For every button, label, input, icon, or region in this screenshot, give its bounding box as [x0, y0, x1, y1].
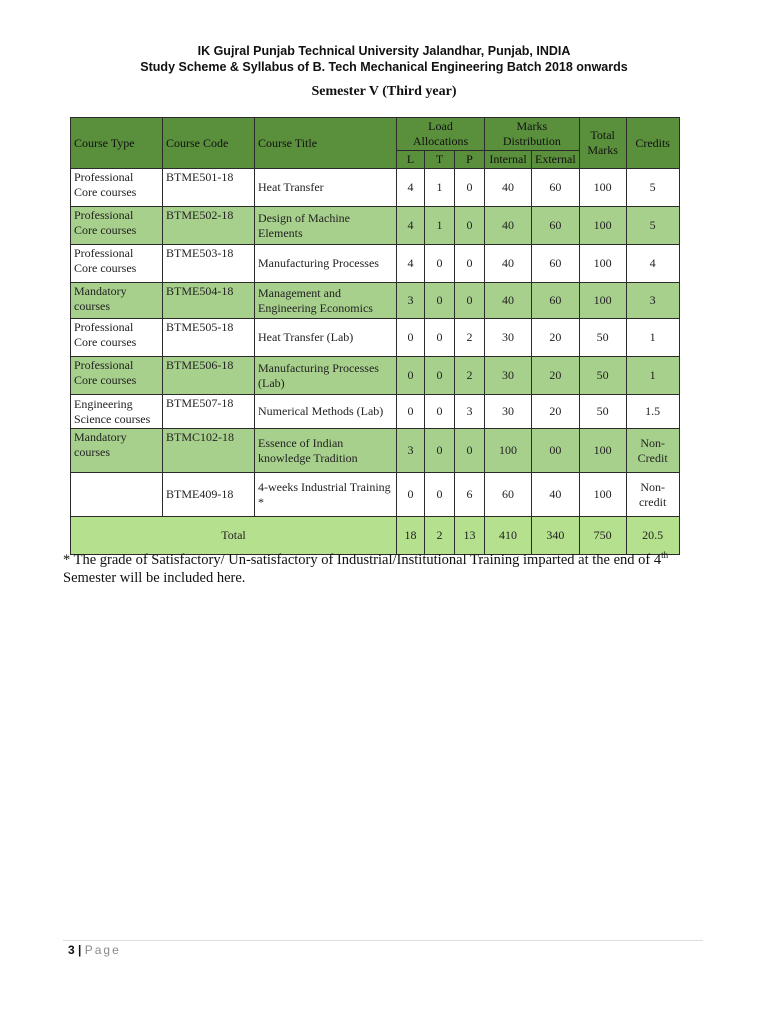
semester-title: Semester V (Third year): [311, 84, 457, 99]
table-row: [71, 245, 680, 283]
cell-p: 0: [455, 169, 485, 207]
total-p: 13: [455, 517, 485, 555]
total-credits: 20.5: [626, 517, 679, 555]
cell-credits: Non-credit: [626, 473, 679, 517]
cell-l: 4: [397, 169, 425, 207]
cell-title: Design of Machine Elements: [255, 207, 397, 245]
cell-internal: 40: [485, 283, 532, 319]
cell-total: 100: [579, 245, 626, 283]
header-course-type: Course Type: [71, 118, 163, 169]
cell-external: 20: [532, 319, 580, 357]
cell-l: 0: [397, 473, 425, 517]
cell-title: Manufacturing Processes: [255, 245, 397, 283]
cell-external: 40: [532, 473, 580, 517]
table-row: [71, 473, 680, 517]
footnote-text: * The grade of Satisfactory/ Un-satisfactory of Industrial/Institutional Training imparted at the end of 4: [63, 551, 662, 568]
table-row: [71, 169, 680, 207]
cell-internal: 100: [485, 429, 532, 473]
cell-internal: 40: [485, 169, 532, 207]
header-internal: Internal: [485, 151, 532, 169]
cell-type: [71, 473, 163, 517]
cell-t: 0: [425, 473, 455, 517]
header-course-code: Course Code: [163, 118, 255, 169]
page-footer: [68, 943, 121, 957]
cell-internal: 60: [485, 473, 532, 517]
cell-l: 4: [397, 207, 425, 245]
cell-external: 20: [532, 395, 580, 429]
cell-l: 0: [397, 357, 425, 395]
header-l: L: [397, 151, 425, 169]
cell-external: 60: [532, 283, 580, 319]
cell-credits: 4: [626, 245, 679, 283]
cell-t: 0: [425, 429, 455, 473]
cell-type: Professional Core courses: [71, 207, 163, 245]
cell-code: BTME503-18: [163, 245, 255, 283]
cell-t: 0: [425, 357, 455, 395]
study-scheme-table: [70, 117, 680, 555]
total-internal: 410: [485, 517, 532, 555]
cell-type: Professional Core courses: [71, 169, 163, 207]
cell-t: 1: [425, 207, 455, 245]
cell-code: BTME506-18: [163, 357, 255, 395]
header-p: P: [455, 151, 485, 169]
cell-external: 60: [532, 245, 580, 283]
cell-type: Mandatory courses: [71, 429, 163, 473]
footer-divider: [63, 940, 703, 941]
footnote-superscript: th: [661, 550, 669, 560]
cell-code: BTME501-18: [163, 169, 255, 207]
cell-credits: Non-Credit: [626, 429, 679, 473]
cell-type: Professional Core courses: [71, 357, 163, 395]
header-total-marks: Total Marks: [579, 118, 626, 169]
cell-p: 3: [455, 395, 485, 429]
cell-t: 1: [425, 169, 455, 207]
cell-title: Manufacturing Processes (Lab): [255, 357, 397, 395]
table-row: [71, 319, 680, 357]
cell-l: 3: [397, 429, 425, 473]
cell-p: 0: [455, 283, 485, 319]
cell-t: 0: [425, 319, 455, 357]
cell-credits: 5: [626, 207, 679, 245]
cell-external: 20: [532, 357, 580, 395]
cell-t: 0: [425, 395, 455, 429]
cell-external: 60: [532, 207, 580, 245]
cell-internal: 30: [485, 395, 532, 429]
cell-t: 0: [425, 283, 455, 319]
cell-code: BTME409-18: [163, 473, 255, 517]
page-label: Page: [84, 943, 121, 957]
cell-internal: 30: [485, 319, 532, 357]
page-number: 3: [68, 943, 75, 957]
cell-code: BTME504-18: [163, 283, 255, 319]
cell-title: 4-weeks Industrial Training *: [255, 473, 397, 517]
cell-type: Professional Core courses: [71, 245, 163, 283]
cell-type: Engineering Science courses: [71, 395, 163, 429]
scheme-subtitle: Study Scheme & Syllabus of B. Tech Mechanical Engineering Batch 2018 onwards: [140, 60, 628, 74]
cell-credits: 1.5: [626, 395, 679, 429]
university-title: IK Gujral Punjab Technical University Jalandhar, Punjab, INDIA: [197, 44, 571, 58]
cell-total: 50: [579, 395, 626, 429]
cell-p: 0: [455, 207, 485, 245]
cell-credits: 1: [626, 319, 679, 357]
cell-p: 0: [455, 245, 485, 283]
cell-title: Numerical Methods (Lab): [255, 395, 397, 429]
cell-title: Heat Transfer: [255, 169, 397, 207]
header-marks-distribution: Marks Distribution: [485, 118, 580, 151]
cell-title: Essence of Indian knowledge Tradition: [255, 429, 397, 473]
training-footnote: [63, 546, 703, 587]
header-t: T: [425, 151, 455, 169]
cell-internal: 40: [485, 245, 532, 283]
cell-type: Professional Core courses: [71, 319, 163, 357]
cell-code: BTME502-18: [163, 207, 255, 245]
cell-internal: 40: [485, 207, 532, 245]
cell-p: 6: [455, 473, 485, 517]
total-total: 750: [579, 517, 626, 555]
total-label: Total: [71, 517, 397, 555]
total-l: 18: [397, 517, 425, 555]
cell-l: 0: [397, 395, 425, 429]
cell-p: 0: [455, 429, 485, 473]
cell-p: 2: [455, 357, 485, 395]
cell-external: 60: [532, 169, 580, 207]
cell-title: Heat Transfer (Lab): [255, 319, 397, 357]
table-row: [71, 429, 680, 473]
cell-total: 50: [579, 319, 626, 357]
cell-l: 4: [397, 245, 425, 283]
total-external: 340: [532, 517, 580, 555]
header-external: External: [532, 151, 580, 169]
table-row: [71, 283, 680, 319]
cell-code: BTMC102-18: [163, 429, 255, 473]
cell-total: 100: [579, 283, 626, 319]
header-credits: Credits: [626, 118, 679, 169]
cell-total: 50: [579, 357, 626, 395]
cell-total: 100: [579, 473, 626, 517]
cell-external: 00: [532, 429, 580, 473]
cell-total: 100: [579, 169, 626, 207]
cell-total: 100: [579, 207, 626, 245]
cell-credits: 3: [626, 283, 679, 319]
cell-p: 2: [455, 319, 485, 357]
cell-internal: 30: [485, 357, 532, 395]
cell-code: BTME505-18: [163, 319, 255, 357]
cell-credits: 5: [626, 169, 679, 207]
header-course-title: Course Title: [255, 118, 397, 169]
table-row: [71, 357, 680, 395]
cell-l: 3: [397, 283, 425, 319]
table-row: [71, 395, 680, 429]
cell-t: 0: [425, 245, 455, 283]
cell-title: Management and Engineering Economics: [255, 283, 397, 319]
cell-l: 0: [397, 319, 425, 357]
footnote-text-end: Semester will be included here.: [63, 569, 246, 586]
table-row: [71, 207, 680, 245]
footer-separator: |: [78, 943, 82, 957]
cell-code: BTME507-18: [163, 395, 255, 429]
cell-credits: 1: [626, 357, 679, 395]
header-load-allocations: Load Allocations: [397, 118, 485, 151]
cell-total: 100: [579, 429, 626, 473]
total-t: 2: [425, 517, 455, 555]
cell-type: Mandatory courses: [71, 283, 163, 319]
